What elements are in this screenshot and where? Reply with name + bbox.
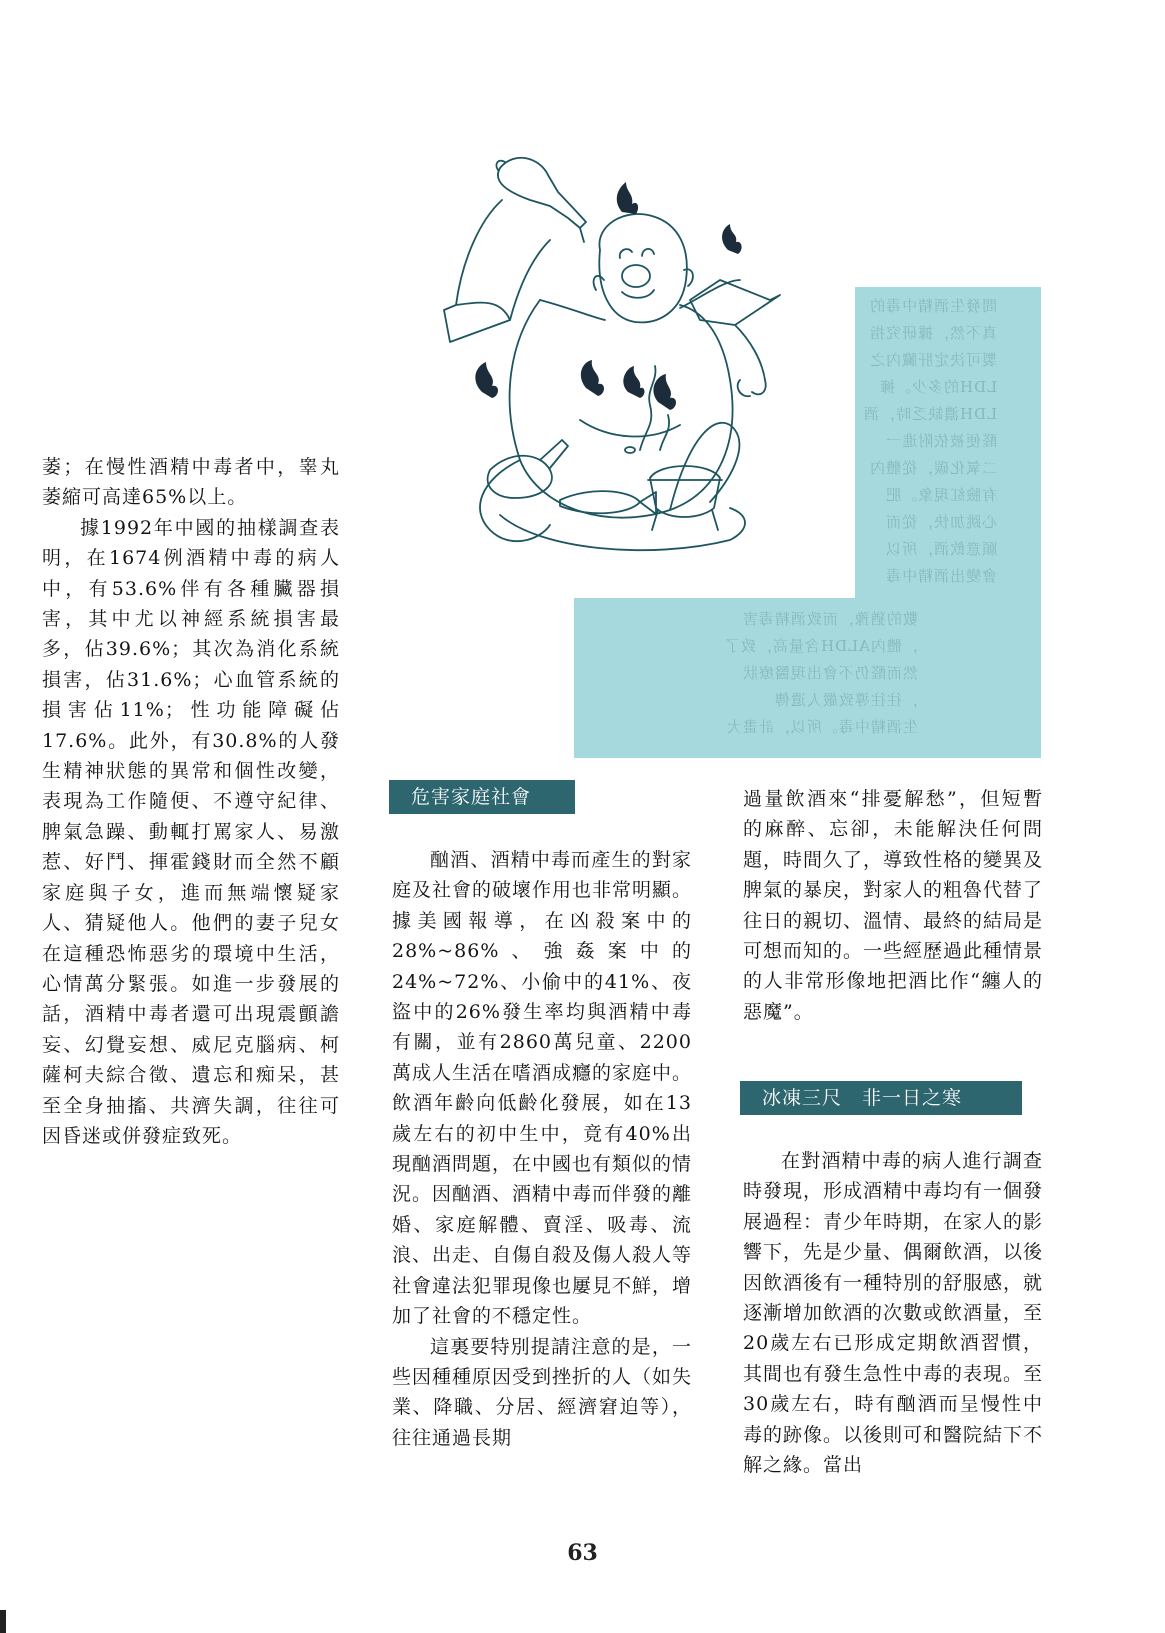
section-heading-family: 危害家庭社會 xyxy=(389,780,575,814)
teal-mirror-line: 有臉紅現象。肥 xyxy=(885,486,998,504)
teal-mirror-line: 間發生酒精中毒的 xyxy=(869,297,998,315)
teal-mirror-line: 心跳加快，從而 xyxy=(885,513,998,531)
page-number: 63 xyxy=(567,1540,598,1566)
middle-column xyxy=(392,845,692,1453)
teal-mirror-line: LDH濃缺乏時，酒 xyxy=(863,405,998,423)
teal-mirror-line: ，往往導致嚴人遺傳 xyxy=(773,691,918,709)
right-paragraph-1: 過量飲酒來“排憂解愁”，但短暫的麻醉、忘卻，未能解決任何問題，時間久了，導致性格的變異及脾氣的暴戾，對家人的粗魯代替了往日的親切、溫情、最終的結局是可想而知的。一些經歷過此種情景的人非常形像地把酒比作“纏人的惡魔”。 xyxy=(743,788,1044,1023)
section-heading-ice: 冰凍三尺 非一日之寒 xyxy=(740,1081,1022,1115)
left-paragraph-1: 萎；在慢性酒精中毒者中，睾丸萎縮可高達65%以上。 xyxy=(42,456,340,509)
teal-block-lower xyxy=(574,598,1041,758)
middle-paragraph-2: 這裏要特別提請注意的是，一些因種種原因受到挫折的人（如失業、降職、分居、經濟窘迫等），往往通過長期 xyxy=(392,1335,693,1449)
teal-mirror-line: LDH的多少。擁 xyxy=(879,378,998,396)
right-paragraph-2: 在對酒精中毒的病人進行調查時發現，形成酒精中毒均有一個發展過程：青少年時期，在家人的影響下，先是少量、偶爾飲酒，以後因飲酒後有一種特別的舒服感，就逐漸增加飲酒的次數或飲酒量，至20歲左右已形成定期飲酒習慣，其間也有發生急性中毒的表現。至30歲左右，時有酗酒而呈慢性中毒的跡像。以後則可和醫院結下不解之緣。當出 xyxy=(743,1150,1044,1477)
drunk-man-illustration xyxy=(390,130,870,590)
left-column xyxy=(42,452,340,1151)
teal-mirror-line: 二氧化碳，從體內 xyxy=(869,459,998,477)
teal-mirror-line: 然而醛仍不會出現醫療狀 xyxy=(741,664,918,682)
teal-mirror-line: 製可決定肝臟內之 xyxy=(869,351,998,369)
teal-mirror-line: ，體內ALDH含量高，致了 xyxy=(724,637,918,655)
teal-mirror-line: 真不然，據研究指 xyxy=(869,324,998,342)
left-paragraph-2: 據1992年中國的抽樣調查表明，在1674例酒精中毒的病人中，有53.6%伴有各種臟器損害，其中尤以神經系統損害最多，佔39.6%；其次為消化系統損害，佔31.6%；心血管系統的損害佔11%；性功能障礙佔17.6%。此外，有30.8%的人發生精神狀態的異常和個性改變，表現為工作隨便、不遵守紀律、脾氣急躁、動輒打罵家人、易激惹、好鬥、揮霍錢財而全然不顧家庭與子女，進而無端懷疑家人、猜疑他人。他們的妻子兒女在這種恐怖惡劣的環境中生活，心情萬分緊張。如進一步發展的話，酒精中毒者還可出現震顫譫妄、幻覺妄想、威尼克腦病、柯薩柯夫綜合徵、遺忘和痴呆，甚至全身抽搐、共濟失調，往往可因昏迷或併發症致死。 xyxy=(42,516,340,1147)
teal-mirror-line: 數的猶豫，而致酒精毒害 xyxy=(741,610,918,628)
right-column-top xyxy=(743,784,1043,1027)
teal-mirrored-text-lower xyxy=(724,606,918,741)
teal-mirror-line: 醛便被依附進一 xyxy=(885,432,998,450)
teal-mirror-line: 願意飲酒，所以 xyxy=(885,540,998,558)
teal-mirrored-text-upper xyxy=(863,293,997,590)
teal-block-upper xyxy=(855,287,1041,599)
middle-paragraph-1: 酗酒、酒精中毒而產生的對家庭及社會的破壞作用也非常明顯。據美國報導，在凶殺案中的28%~86%、強姦案中的24%~72%、小偷中的41%、夜盜中的26%發生率均與酒精中毒有關，並有2860萬兒童、2200萬成人生活在嗜酒成癮的家庭中。飲酒年齡向低齡化發展，如在13歲左右的初中生中，竟有40%出現酗酒問題，在中國也有類似的情況。因酗酒、酒精中毒而伴發的離婚、家庭解體、賣淫、吸毒、流浪、出走、自傷自殺及傷人殺人等社會違法犯罪現像也屢見不鮮，增加了社會的不穩定性。 xyxy=(392,849,693,1328)
scan-edge-mark xyxy=(0,1610,6,1633)
teal-mirror-line: 生酒精中毒。所以，計畫大 xyxy=(725,718,918,736)
teal-mirror-line: 會變出酒精中毒 xyxy=(885,567,998,585)
right-column-bottom xyxy=(743,1146,1043,1480)
